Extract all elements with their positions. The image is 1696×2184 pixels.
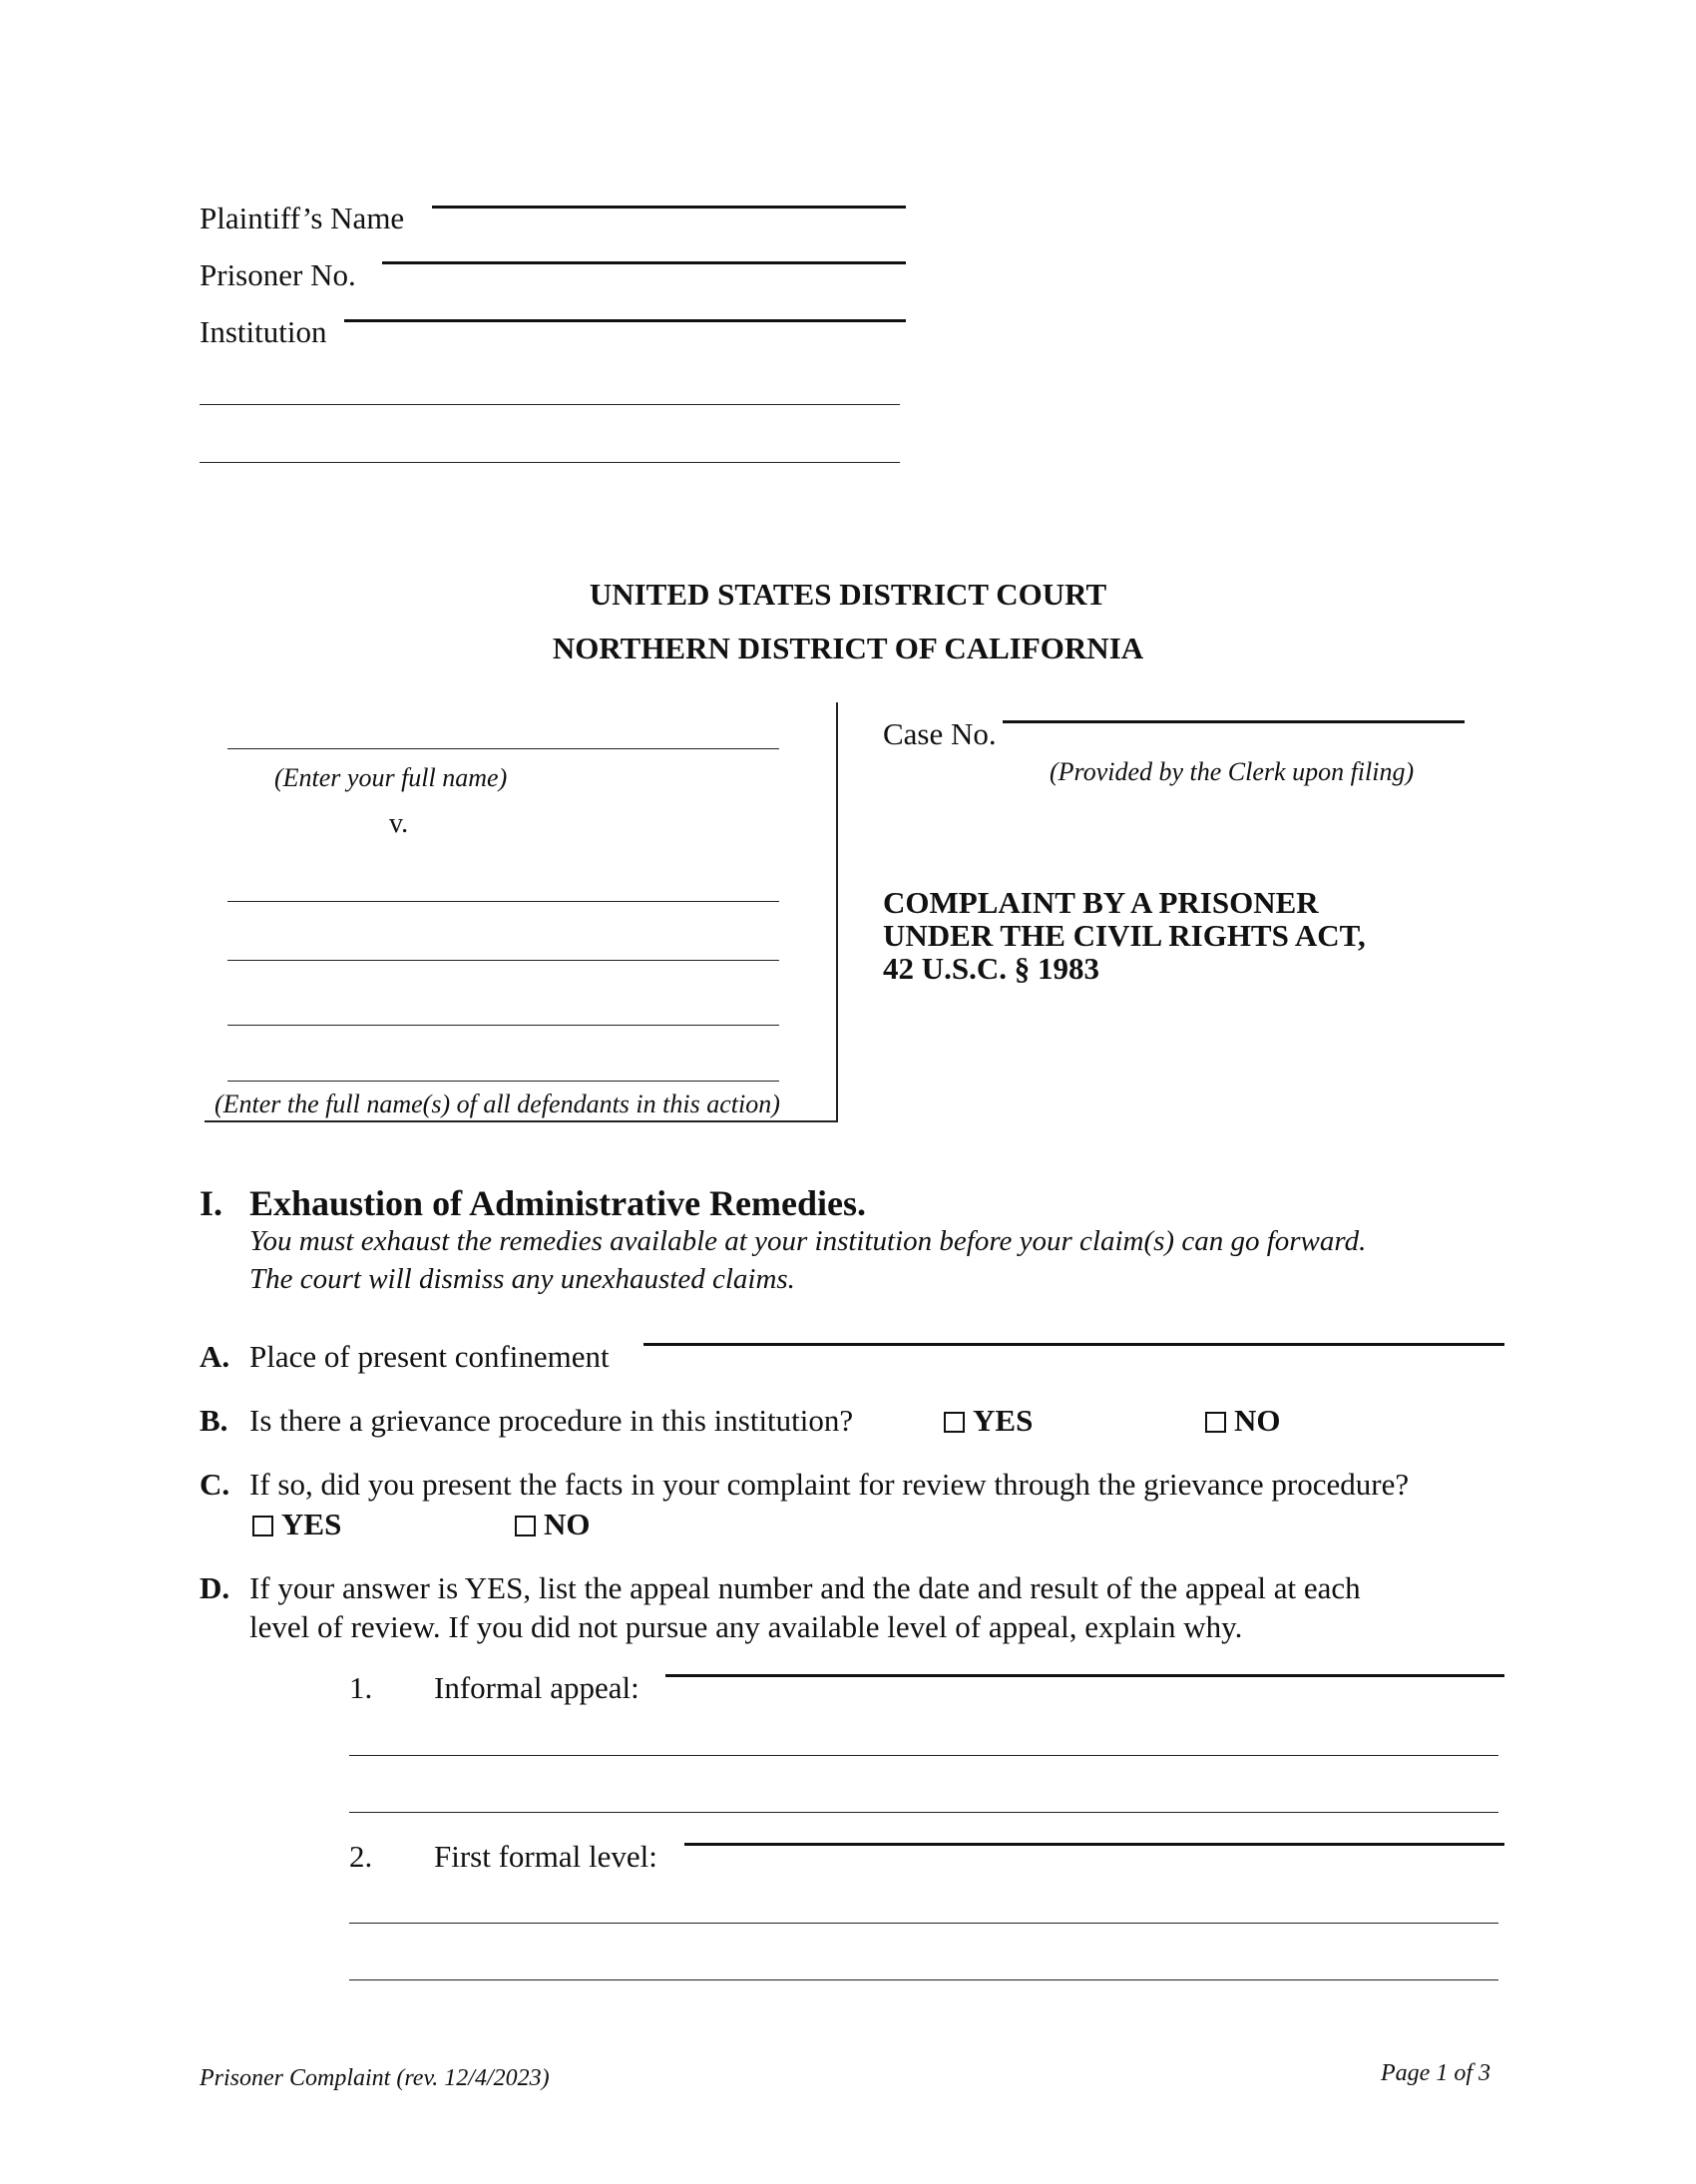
versus-label: v.	[389, 808, 409, 839]
section-numeral: I.	[200, 1183, 223, 1223]
item-d-line-1: If your answer is YES, list the appeal number and the date and result of the appeal at each	[249, 1570, 1361, 1605]
item-c-letter: C.	[200, 1467, 230, 1502]
grievance-procedure-yes-checkbox[interactable]: YES	[944, 1405, 1033, 1436]
appeal-2-label: First formal level:	[434, 1839, 657, 1874]
item-b-text: Is there a grievance procedure in this institution?	[249, 1403, 854, 1438]
case-no-field[interactable]	[1003, 720, 1465, 723]
informal-appeal-field[interactable]	[665, 1674, 1504, 1677]
first-formal-level-field[interactable]	[684, 1843, 1504, 1846]
defendant-line-1[interactable]	[227, 901, 779, 902]
appeal-2-number: 2.	[349, 1839, 373, 1874]
section-intro-line-1: You must exhaust the remedies available at your institution before your claim(s) can go forward.	[249, 1225, 1367, 1257]
checkbox-icon	[944, 1412, 965, 1433]
plaintiff-name-label: Plaintiff’s Name	[200, 201, 405, 235]
institution-field[interactable]	[344, 319, 906, 322]
complaint-title-line-3: 42 U.S.C. § 1983	[883, 951, 1100, 986]
item-d-line-2: level of review. If you did not pursue any available level of appeal, explain why.	[249, 1609, 1243, 1644]
grievance-review-yes-checkbox[interactable]: YES	[252, 1509, 341, 1539]
item-d-letter: D.	[200, 1570, 230, 1605]
court-name: UNITED STATES DISTRICT COURT	[589, 577, 1107, 612]
informal-appeal-line-2[interactable]	[349, 1755, 1498, 1756]
complaint-title-line-2: UNDER THE CIVIL RIGHTS ACT,	[883, 918, 1366, 953]
case-no-label: Case No.	[883, 716, 997, 751]
plaintiff-name-hint: (Enter your full name)	[274, 763, 508, 792]
prisoner-no-label: Prisoner No.	[200, 257, 356, 292]
prisoner-no-field[interactable]	[382, 261, 906, 264]
section-heading: Exhaustion of Administrative Remedies.	[249, 1183, 867, 1223]
complaint-title-line-1: COMPLAINT BY A PRISONER	[883, 885, 1319, 920]
institution-label: Institution	[200, 314, 327, 349]
first-formal-level-line-3[interactable]	[349, 1979, 1498, 1980]
checkbox-icon	[1205, 1412, 1226, 1433]
grievance-procedure-no-checkbox[interactable]: NO	[1205, 1405, 1281, 1436]
item-a-text: Place of present confinement	[249, 1339, 610, 1374]
defendant-line-3[interactable]	[227, 1025, 779, 1026]
institution-address-line-2[interactable]	[200, 462, 900, 463]
page-number: Page 1 of 3	[1381, 2060, 1490, 2086]
plaintiff-full-name-line[interactable]	[227, 748, 779, 749]
case-no-hint: (Provided by the Clerk upon filing)	[1050, 757, 1415, 786]
place-of-confinement-field[interactable]	[643, 1343, 1504, 1346]
caption-bottom-rule	[205, 1120, 838, 1122]
section-intro-line-2: The court will dismiss any unexhausted claims.	[249, 1263, 795, 1295]
institution-address-line-1[interactable]	[200, 404, 900, 405]
item-b-letter: B.	[200, 1403, 228, 1438]
appeal-1-label: Informal appeal:	[434, 1670, 639, 1705]
plaintiff-name-field[interactable]	[432, 206, 906, 209]
item-c-text: If so, did you present the facts in your complaint for review through the grievance procedure?	[249, 1467, 1410, 1502]
form-revision: Prisoner Complaint (rev. 12/4/2023)	[200, 2065, 550, 2091]
grievance-review-no-checkbox[interactable]: NO	[515, 1509, 591, 1539]
caption-vertical-divider	[836, 702, 838, 1121]
defendants-hint: (Enter the full name(s) of all defendants in this action)	[214, 1090, 780, 1118]
defendant-line-4[interactable]	[227, 1081, 779, 1082]
court-district: NORTHERN DISTRICT OF CALIFORNIA	[552, 631, 1144, 665]
informal-appeal-line-3[interactable]	[349, 1812, 1498, 1813]
defendant-line-2[interactable]	[227, 960, 779, 961]
first-formal-level-line-2[interactable]	[349, 1923, 1498, 1924]
item-a-letter: A.	[200, 1339, 230, 1374]
checkbox-icon	[252, 1516, 273, 1536]
checkbox-icon	[515, 1516, 536, 1536]
appeal-1-number: 1.	[349, 1670, 373, 1705]
